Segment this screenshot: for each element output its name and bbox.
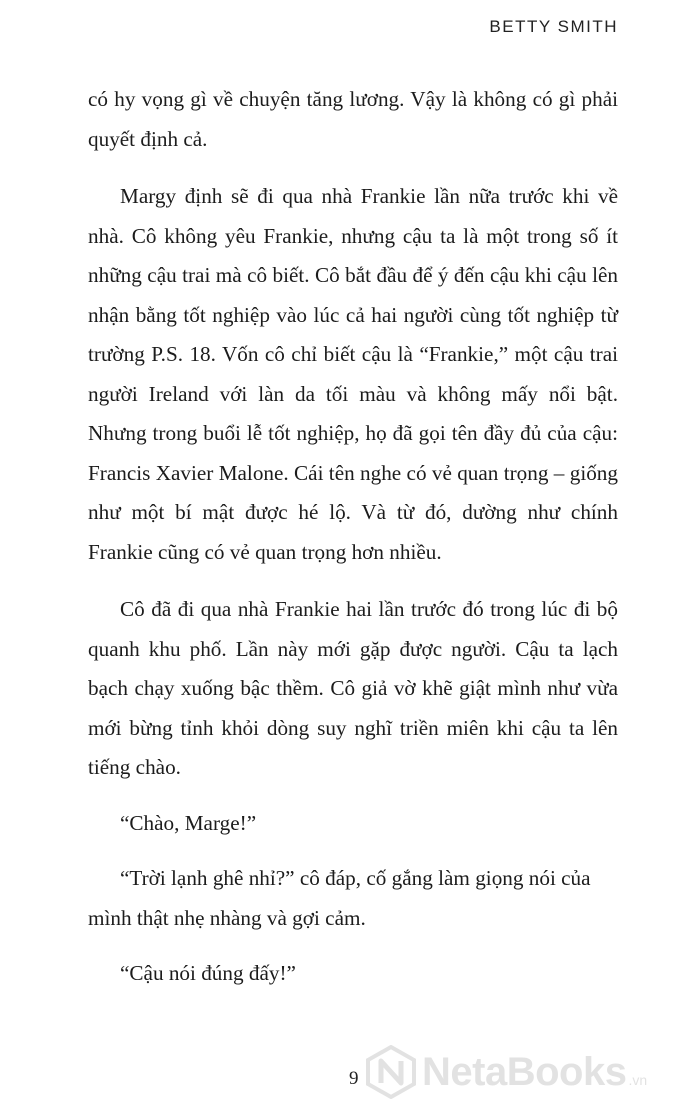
page-number: 9 — [349, 1068, 359, 1089]
watermark-tld: .vn — [628, 1072, 648, 1088]
watermark-brand: NetaBooks — [422, 1049, 627, 1094]
dialogue-line: “Cậu nói đúng đấy!” — [120, 961, 296, 985]
dialogue-line: “Chào, Marge!” — [120, 810, 257, 835]
dialogue-line: “Trời lạnh ghê nhỉ?” cô đáp, cố gắng làm giọng nói của mình thật nhẹ nhàng và gợi cảm. — [88, 866, 591, 930]
paragraph: Cô đã đi qua nhà Frankie hai lần trước đó trong lúc đi bộ quanh khu phố. Lần này mới gặp được người. Cậu ta lạch bạch chạy xuống bậc thềm. Cô giả vờ khẽ giật mình như vừa mới bừng tỉnh khỏi dòng suy nghĩ triền miên khi cậu ta lên tiếng chào. — [88, 597, 618, 779]
paragraph: có hy vọng gì về chuyện tăng lương. Vậy là không có gì phải quyết định cả. — [88, 87, 618, 151]
body-text — [88, 80, 618, 994]
paragraph: Margy định sẽ đi qua nhà Frankie lần nữa trước khi về nhà. Cô không yêu Frankie, nhưng cậu ta là một trong số ít những cậu trai mà cô biết. Cô bắt đầu để ý đến cậu khi cậu lên nhận bằng tốt nghiệp vào lúc cả hai người cùng tốt nghiệp từ trường P.S. 18. Vốn cô chỉ biết cậu là “Frankie,” một cậu trai người Ireland với làn da tối màu và không mấy nổi bật. Nhưng trong buổi lễ tốt nghiệp, họ đã gọi tên đầy đủ của cậu: Francis Xavier Malone. Cái tên nghe có vẻ quan trọng – giống như một bí mật được hé lộ. Và từ đó, dường như chính Frankie cũng có vẻ quan trọng hơn nhiều. — [88, 184, 618, 564]
netabooks-logo-icon — [364, 1045, 418, 1099]
watermark — [364, 1042, 694, 1102]
running-head: BETTY SMITH — [489, 17, 618, 36]
